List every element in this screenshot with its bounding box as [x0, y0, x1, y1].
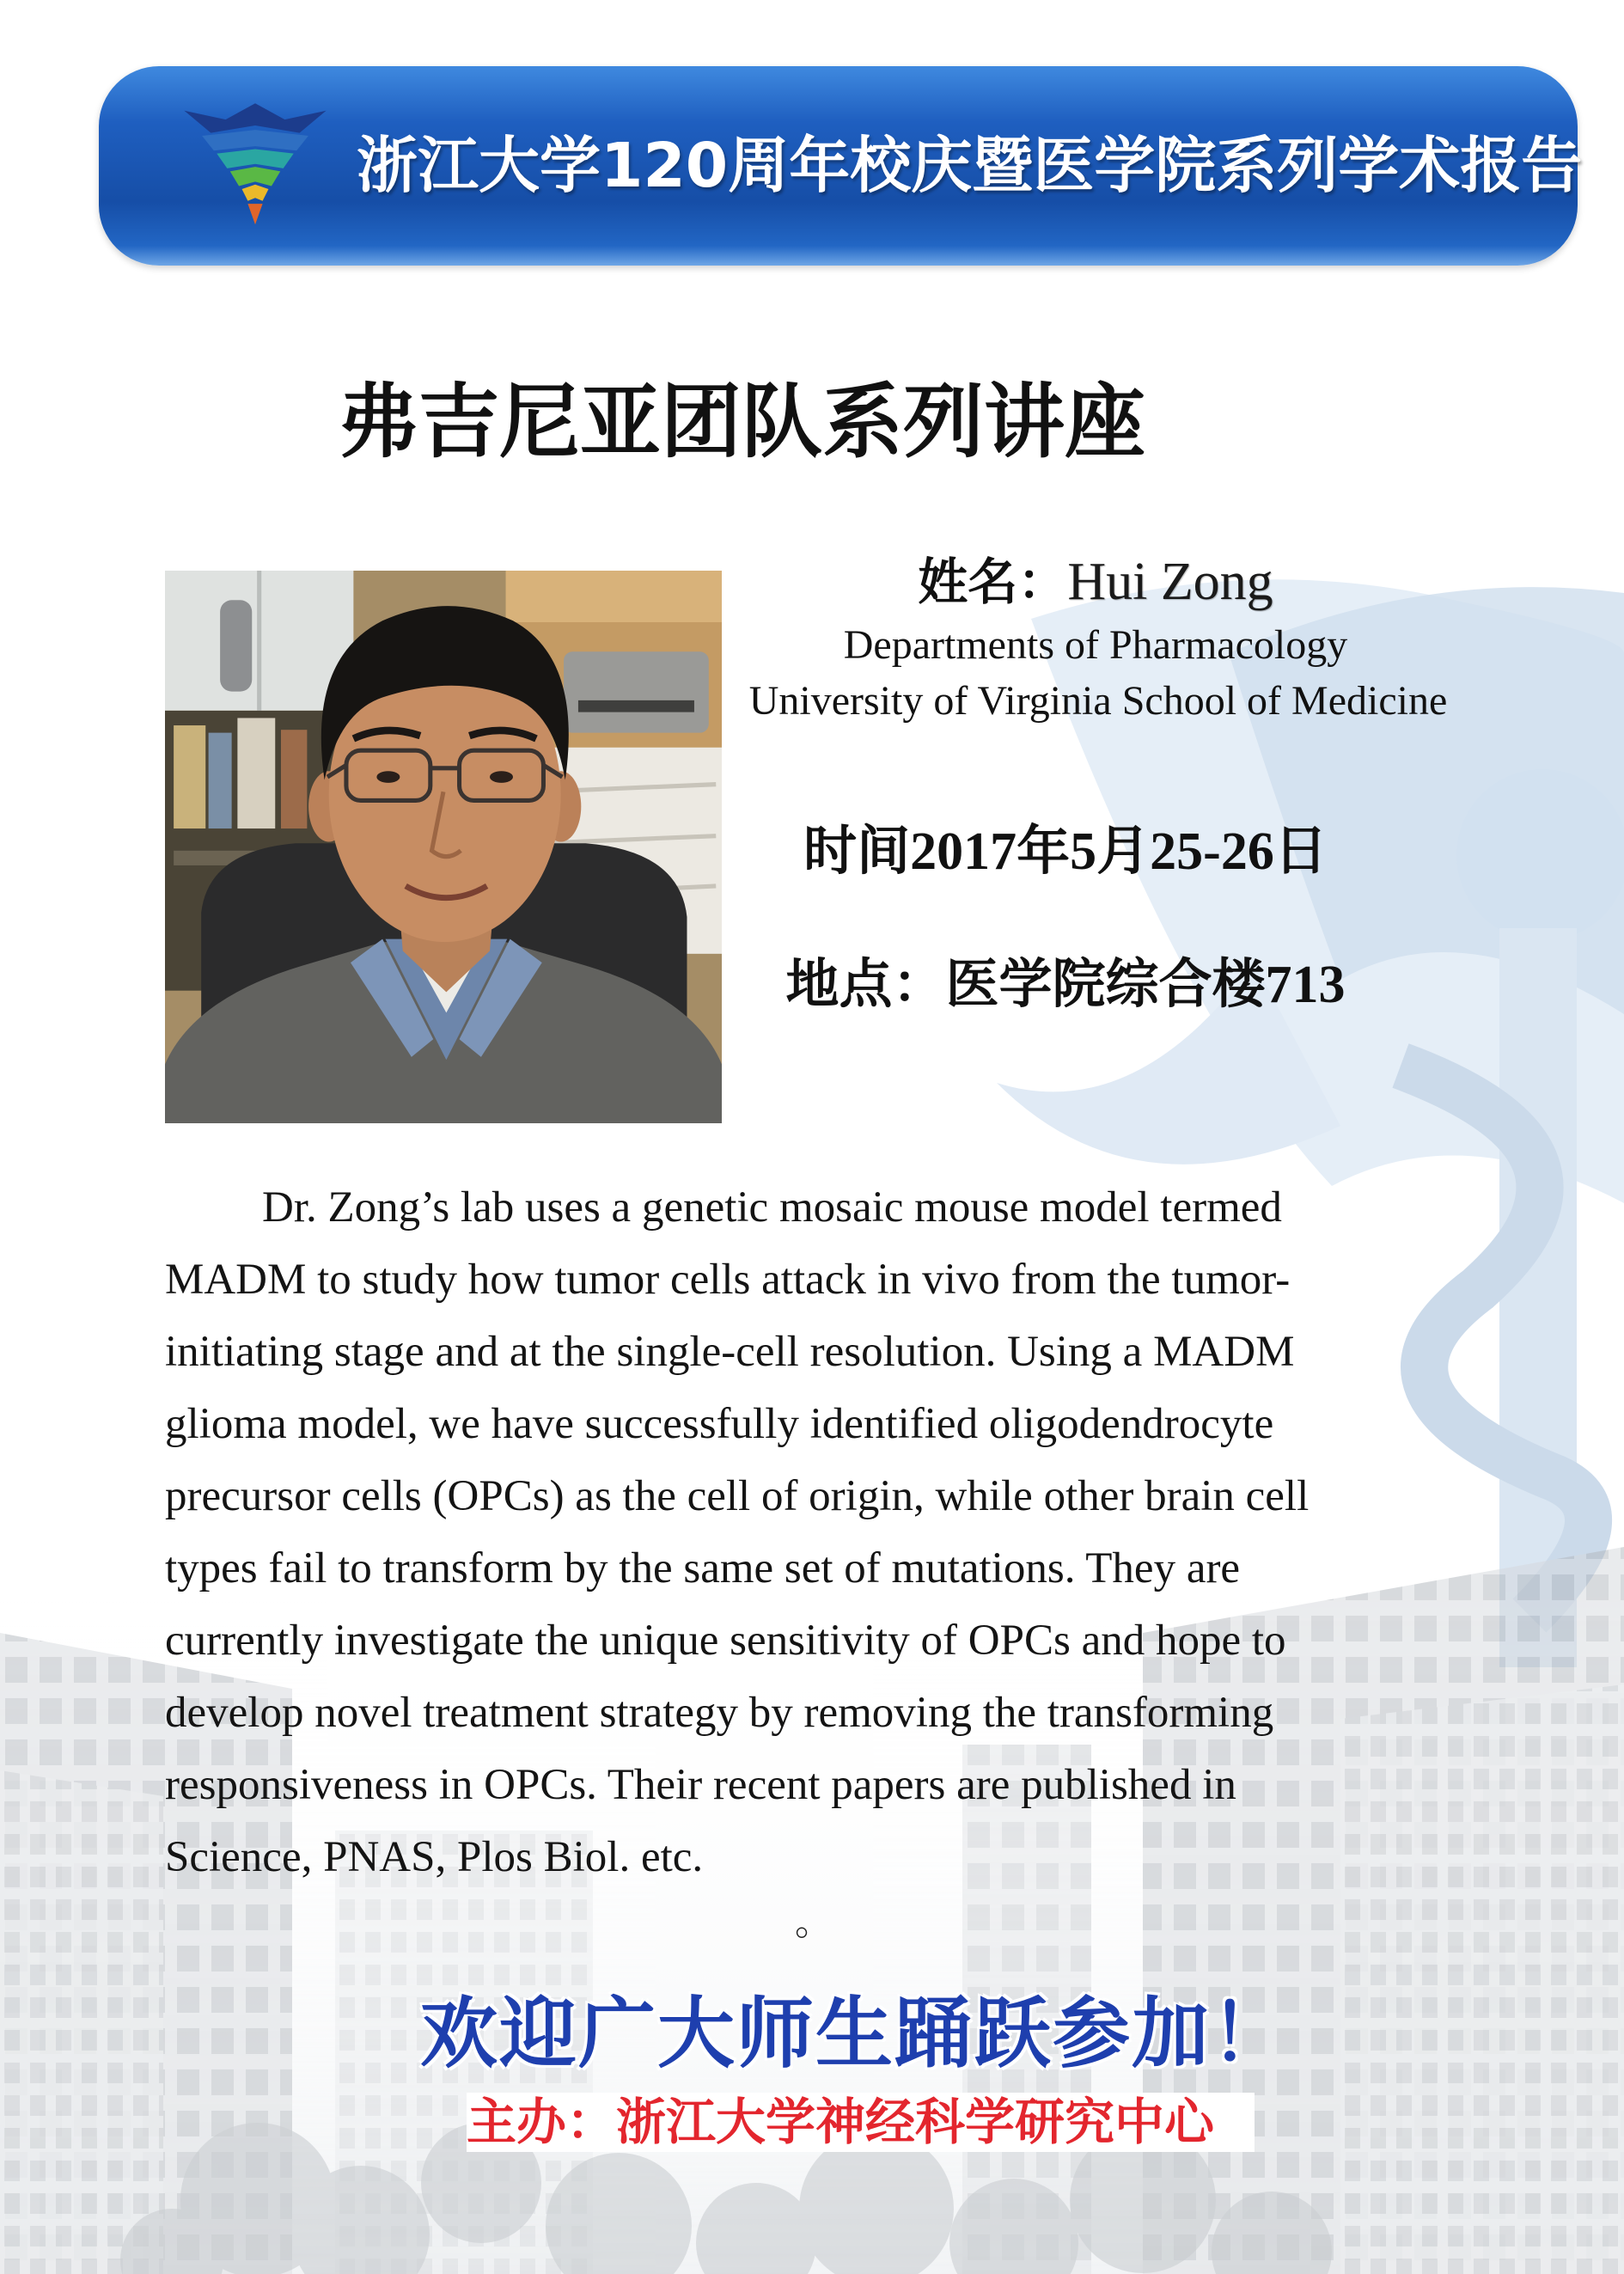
- speaker-abstract: [165, 1171, 1540, 1893]
- abstract-line: MADM to study how tumor cells attack in vivo from the tumor-: [165, 1256, 1291, 1304]
- speaker-institution: University of Virginia School of Medicine: [748, 678, 1448, 724]
- speaker-name: Hui Zong: [1067, 553, 1273, 611]
- organizer-text: 主办：浙江大学神经科学研究中心: [467, 2093, 1215, 2151]
- welcome-slogan: 欢迎广大师生踊跃参加！: [420, 1989, 1290, 2079]
- logo-wings: [184, 103, 326, 132]
- abstract-line: currently investigate the unique sensitivity of OPCs and hope to: [165, 1617, 1286, 1665]
- zju-medicine-eagle-logo-icon: [181, 99, 329, 226]
- event-location: 地点：医学院综合楼713: [785, 956, 1346, 1014]
- event-time: 时间2017年5月25-26日: [803, 822, 1328, 881]
- speaker-department: Departments of Pharmacology: [843, 622, 1348, 668]
- lecture-series-title: 弗吉尼亚团队系列讲座: [338, 376, 1146, 469]
- logo-band-green: [230, 167, 280, 186]
- watermark-orb: [1456, 769, 1624, 941]
- abstract-line: responsiveness in OPCs. Their recent papers are published in: [165, 1761, 1236, 1809]
- logo-band-teal: [217, 150, 293, 168]
- abstract-line: develop novel treatment strategy by removing the transforming: [165, 1689, 1274, 1737]
- logo-band-blue: [202, 130, 308, 150]
- speaker-photo-image: [165, 571, 722, 1123]
- speaker-photo: [165, 571, 722, 1123]
- banner-title: 浙江大学120周年校庆暨医学院系列学术报告: [357, 130, 1583, 201]
- building-left-near: [0, 1770, 163, 2274]
- logo-band-yellow: [242, 185, 269, 201]
- abstract-line: initiating stage and at the single-cell resolution. Using a MADM: [165, 1328, 1295, 1376]
- eye-right: [490, 771, 513, 783]
- speaker-name-line: [722, 547, 1469, 630]
- logo-band-orange: [247, 204, 262, 224]
- abstract-line: glioma model, we have successfully identified oligodendrocyte: [165, 1400, 1274, 1448]
- speaker-name-label: 姓名：: [918, 553, 1068, 611]
- eye-left: [376, 771, 400, 783]
- organizer-box: [467, 2093, 1255, 2152]
- abstract-line: types fail to transform by the same set of mutations. They are: [165, 1544, 1241, 1592]
- trailing-punctuation: 。: [795, 1900, 833, 1944]
- abstract-line: Science, PNAS, Plos Biol. etc.: [165, 1833, 704, 1881]
- abstract-line: precursor cells (OPCs) as the cell of origin, while other brain cell: [165, 1472, 1310, 1520]
- abstract-line: Dr. Zong’s lab uses a genetic mosaic mouse model termed: [262, 1183, 1282, 1232]
- header-banner: [99, 66, 1583, 266]
